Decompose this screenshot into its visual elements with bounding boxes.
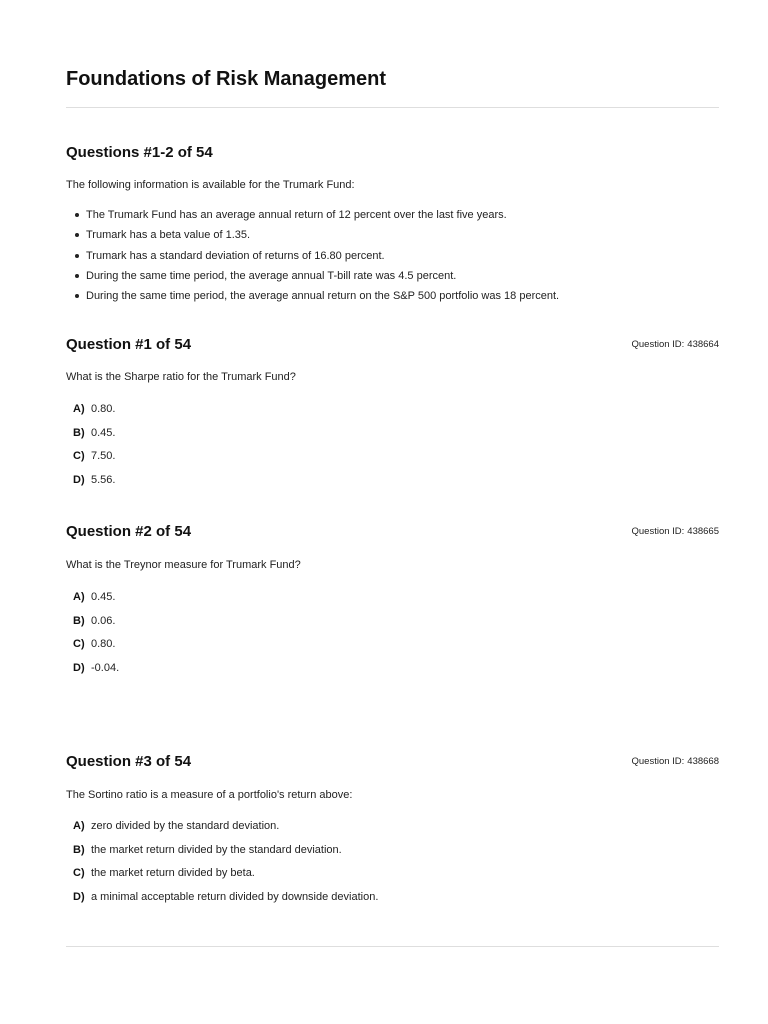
- answer-option[interactable]: [73, 636, 713, 660]
- stimulus-header: [66, 143, 719, 163]
- question-id-value: 438665: [687, 526, 719, 537]
- answer-option[interactable]: [73, 842, 713, 866]
- bullet-dot: [75, 254, 79, 258]
- stimulus-intro: The following information is available for the Trumark Fund:: [66, 179, 355, 191]
- answer-text: the market return divided by beta.: [91, 867, 255, 879]
- answer-letter: D): [73, 890, 85, 903]
- bullet-dot: [75, 294, 79, 298]
- answer-text: -0.04.: [91, 661, 120, 674]
- stimulus-bullet: [66, 227, 719, 247]
- answer-letter: C): [73, 450, 85, 462]
- answer-option[interactable]: [73, 889, 713, 913]
- answer-text: zero divided by the standard deviation.: [91, 820, 280, 832]
- answer-text: 7.50.: [91, 450, 116, 462]
- answer-letter: A): [73, 403, 85, 415]
- answer-option[interactable]: [73, 660, 713, 684]
- stimulus-bullet: [66, 248, 719, 268]
- question-id-value: 438668: [687, 756, 719, 767]
- answer-option[interactable]: [73, 613, 713, 637]
- question-title: Question #3 of 54: [66, 753, 192, 770]
- question-id-label: Question ID:: [631, 339, 685, 350]
- stimulus-bullet: [66, 207, 719, 227]
- question-id: [631, 525, 719, 539]
- answer-list: [73, 589, 713, 683]
- question-title: Question #2 of 54: [66, 523, 192, 540]
- bullet-dot: [75, 233, 79, 237]
- answer-letter: A): [73, 591, 85, 603]
- answer-text: 0.45.: [91, 426, 116, 439]
- answer-letter: D): [73, 473, 85, 486]
- answer-list: [73, 818, 713, 912]
- answer-option[interactable]: [73, 818, 713, 842]
- stimulus-bullet-text: During the same time period, the average annual T-bill rate was 4.5 percent.: [86, 269, 457, 282]
- question-prompt: What is the Sharpe ratio for the Trumark Fund?: [66, 371, 296, 383]
- header-divider: [66, 107, 719, 108]
- answer-text: 5.56.: [91, 473, 116, 486]
- answer-text: 0.80.: [91, 403, 116, 415]
- answer-text: 0.06.: [91, 614, 116, 627]
- answer-letter: A): [73, 820, 85, 832]
- answer-text: 0.80.: [91, 638, 116, 650]
- answer-text: a minimal acceptable return divided by downside deviation.: [91, 890, 379, 903]
- answer-option[interactable]: [73, 425, 713, 449]
- answer-list: [73, 401, 713, 495]
- answer-text: the market return divided by the standard deviation.: [91, 843, 342, 856]
- stimulus-bullet-list: [66, 207, 719, 308]
- answer-option[interactable]: [73, 589, 713, 613]
- footer-divider: [66, 946, 719, 947]
- question-id-label: Question ID:: [631, 526, 685, 537]
- answer-option[interactable]: [73, 401, 713, 425]
- question-id: [631, 755, 719, 769]
- question-header: [66, 522, 719, 542]
- question-id-value: 438664: [687, 339, 719, 350]
- bullet-dot: [75, 213, 79, 217]
- answer-letter: B): [73, 843, 85, 856]
- stimulus-heading: Questions #1-2 of 54: [66, 144, 213, 161]
- answer-option[interactable]: [73, 865, 713, 889]
- answer-option[interactable]: [73, 472, 713, 496]
- question-header: [66, 752, 719, 772]
- question-prompt: The Sortino ratio is a measure of a portfolio's return above:: [66, 789, 353, 801]
- stimulus-bullet: [66, 268, 719, 288]
- answer-letter: B): [73, 614, 85, 627]
- bullet-dot: [75, 274, 79, 278]
- stimulus-bullet-text: Trumark has a standard deviation of returns of 16.80 percent.: [86, 249, 385, 262]
- stimulus-bullet: [66, 288, 719, 308]
- question-header: [66, 335, 719, 355]
- document-title: Foundations of Risk Management: [66, 68, 387, 90]
- answer-letter: B): [73, 426, 85, 439]
- question-id: [631, 338, 719, 352]
- answer-letter: C): [73, 867, 85, 879]
- answer-letter: C): [73, 638, 85, 650]
- stimulus-bullet-text: During the same time period, the average annual return on the S&P 500 portfolio was 18 percent.: [86, 290, 560, 303]
- stimulus-bullet-text: The Trumark Fund has an average annual return of 12 percent over the last five years.: [86, 209, 507, 221]
- answer-text: 0.45.: [91, 591, 116, 603]
- question-id-label: Question ID:: [631, 756, 685, 767]
- question-prompt: What is the Treynor measure for Trumark Fund?: [66, 559, 301, 571]
- answer-letter: D): [73, 661, 85, 674]
- stimulus-bullet-text: Trumark has a beta value of 1.35.: [86, 229, 251, 242]
- document-page: [66, 0, 719, 1024]
- answer-option[interactable]: [73, 448, 713, 472]
- question-title: Question #1 of 54: [66, 336, 192, 353]
